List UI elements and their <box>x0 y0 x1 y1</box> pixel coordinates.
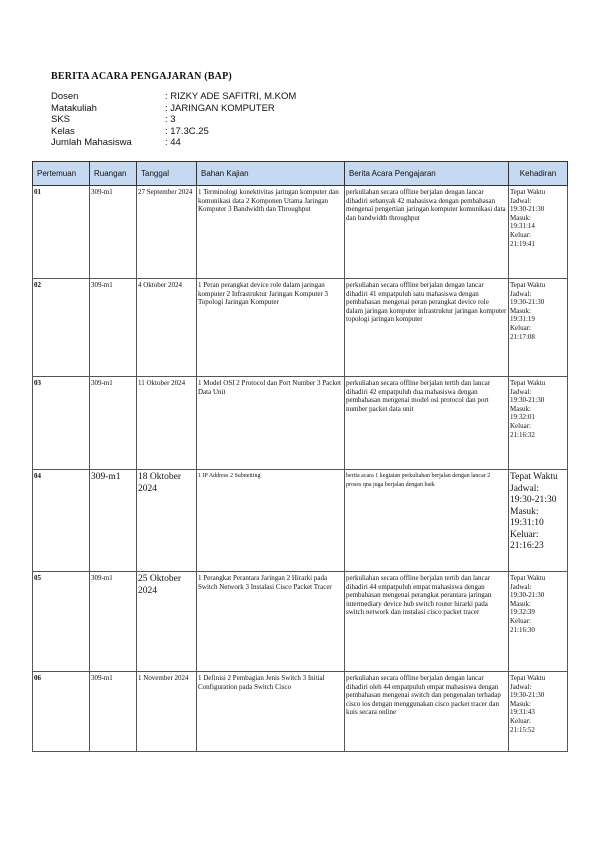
cell-tanggal: 25 Oktober 2024 <box>137 572 197 672</box>
cell-ruangan: 309-m1 <box>90 186 137 279</box>
cell-ruangan: 309-m1 <box>90 279 137 377</box>
info-label: Dosen <box>51 91 79 102</box>
cell-ruangan: 309-m1 <box>90 672 137 752</box>
cell-ruangan: 309-m1 <box>90 572 137 672</box>
cell-pertemuan: 03 <box>33 377 90 470</box>
cell-berita-acara: perkuliahan secara offline berjalan tertib dan lancar dihadiri 42 empatpuluh dua mahasiswa dengan pembahasan mengenai model osi protocol dan port number packet data unit <box>345 377 509 470</box>
attendance-table <box>32 161 568 752</box>
cell-bahan-kajian: 1 Definisi 2 Pembagian Jenis Switch 3 Initial Configuration pada Switch Cisco <box>197 672 345 752</box>
cell-berita-acara: berita acara 1 kegiatan perkuliahan berjalan dengan lancar 2 proses qna juga berjalan dengan baik <box>345 470 509 572</box>
cell-kehadiran: Tepat Waktu Jadwal: 19:30-21:30 Masuk: 19:31:10 Keluar: 21:16:23 <box>509 470 568 572</box>
info-value: : 3 <box>165 114 176 125</box>
cell-tanggal: 11 Oktober 2024 <box>137 377 197 470</box>
cell-pertemuan: 04 <box>33 470 90 572</box>
cell-ruangan: 309-m1 <box>90 470 137 572</box>
lecture-info <box>51 91 371 149</box>
cell-tanggal: 18 Oktober 2024 <box>137 470 197 572</box>
cell-pertemuan: 06 <box>33 672 90 752</box>
cell-tanggal: 4 Oktober 2024 <box>137 279 197 377</box>
info-row-sks <box>51 114 371 126</box>
cell-pertemuan: 02 <box>33 279 90 377</box>
header-pertemuan: Pertemuan <box>33 162 90 186</box>
info-row-dosen <box>51 91 371 103</box>
info-row-kelas <box>51 126 371 138</box>
cell-tanggal: 1 November 2024 <box>137 672 197 752</box>
table-row <box>33 377 568 470</box>
cell-tanggal: 27 September 2024 <box>137 186 197 279</box>
cell-pertemuan: 01 <box>33 186 90 279</box>
cell-berita-acara: perkuliahan secara offline berjalan dengan lancar dihadiri 41 empatpuluh satu mahasiswa dengan pembahasan mengenai peran perangkat device role dalam jaringan komputer infrastruktur jaringan komputer topologi jaringan komputer <box>345 279 509 377</box>
info-value: : 17.3C.25 <box>165 125 209 137</box>
header-ruangan: Ruangan <box>90 162 137 186</box>
header-bahan-kajian: Bahan Kajian <box>197 162 345 186</box>
info-value: : 44 <box>165 137 181 148</box>
table-row <box>33 572 568 672</box>
header-berita-acara: Berita Acara Pengajaran <box>345 162 509 186</box>
cell-bahan-kajian: 1 IP Address 2 Subnetting <box>197 470 345 572</box>
cell-bahan-kajian: 1 Peran perangkat device role dalam jaringan komputer 2 Infrastruktur Jaringan Komputer 3 Topologi Jaringan Komputer <box>197 279 345 377</box>
info-label: SKS <box>51 114 71 125</box>
info-label: Matakuliah <box>51 102 97 114</box>
cell-bahan-kajian: 1 Perangkat Perantara Jaringan 2 Hirarki pada Switch Network 3 Instalasi Cisco Packet Tracer <box>197 572 345 672</box>
header-kehadiran: Kehadiran <box>509 162 568 186</box>
cell-kehadiran: Tepat Waktu Jadwal: 19:30-21:30 Masuk: 19:32:01 Keluar: 21:16:32 <box>509 377 568 470</box>
cell-kehadiran: Tepat Waktu Jadwal: 19:30-21:30 Masuk: 19:32:39 Keluar: 21:16:30 <box>509 572 568 672</box>
table-row <box>33 672 568 752</box>
cell-ruangan: 309-m1 <box>90 377 137 470</box>
cell-berita-acara: perkuliahan secara offline berjalan dengan lancar dihadiri oleh 44 empatpuluh empat mahasiswa dengan pembahasan mengenai switch dan pengenalan terhadap cisco ios dengan menggunakan cisco packet tracer dan kuis secara online <box>345 672 509 752</box>
cell-kehadiran: Tepat Waktu Jadwal: 19:30-21:30 Masuk: 19:31:14 Keluar: 21:19:41 <box>509 186 568 279</box>
info-label: Kelas <box>51 125 75 137</box>
info-row-jumlah-mahasiswa <box>51 137 371 149</box>
header-tanggal: Tanggal <box>137 162 197 186</box>
cell-pertemuan: 05 <box>33 572 90 672</box>
table-header-row <box>33 162 568 186</box>
cell-berita-acara: perkuliahan secara offline berjalan dengan lancar dihadiri sebanyak 42 mahasiswa dengan pembahasan mengenai pengertian jaringan komputer komunikasi data dan bandwidth throughput <box>345 186 509 279</box>
table-row <box>33 279 568 377</box>
cell-kehadiran: Tepat Waktu Jadwal: 19:30-21:30 Masuk: 19:31:19 Keluar: 21:17:08 <box>509 279 568 377</box>
cell-kehadiran: Tepat Waktu Jadwal: 19:30-21:30 Masuk: 19:31:43 Keluar: 21:15:52 <box>509 672 568 752</box>
table-row <box>33 470 568 572</box>
cell-bahan-kajian: 1 Terminologi konektivitas jaringan komputer dan komunikasi data 2 Komponen Utama Jaringan Komputer 3 Bandwidth dan Throughput <box>197 186 345 279</box>
info-row-matakuliah <box>51 103 371 115</box>
cell-berita-acara: perkuliahan secara offline berjalan tertib dan lancar dihadiri 44 empatpuluh empat mahasiswa dengan pembahasan mengenai perangkat perantara jaringan intermediary device hub switch router hirarki pada switch network dan instalasi cisco packet tracer <box>345 572 509 672</box>
table-row <box>33 186 568 279</box>
info-label: Jumlah Mahasiswa <box>51 137 132 148</box>
info-value: : RIZKY ADE SAFITRI, M.KOM <box>165 91 297 102</box>
cell-bahan-kajian: 1 Model OSI 2 Protocol dan Port Number 3 Packet Data Unit <box>197 377 345 470</box>
document-title: BERITA ACARA PENGAJARAN (BAP) <box>51 71 232 82</box>
info-value: : JARINGAN KOMPUTER <box>165 102 275 114</box>
